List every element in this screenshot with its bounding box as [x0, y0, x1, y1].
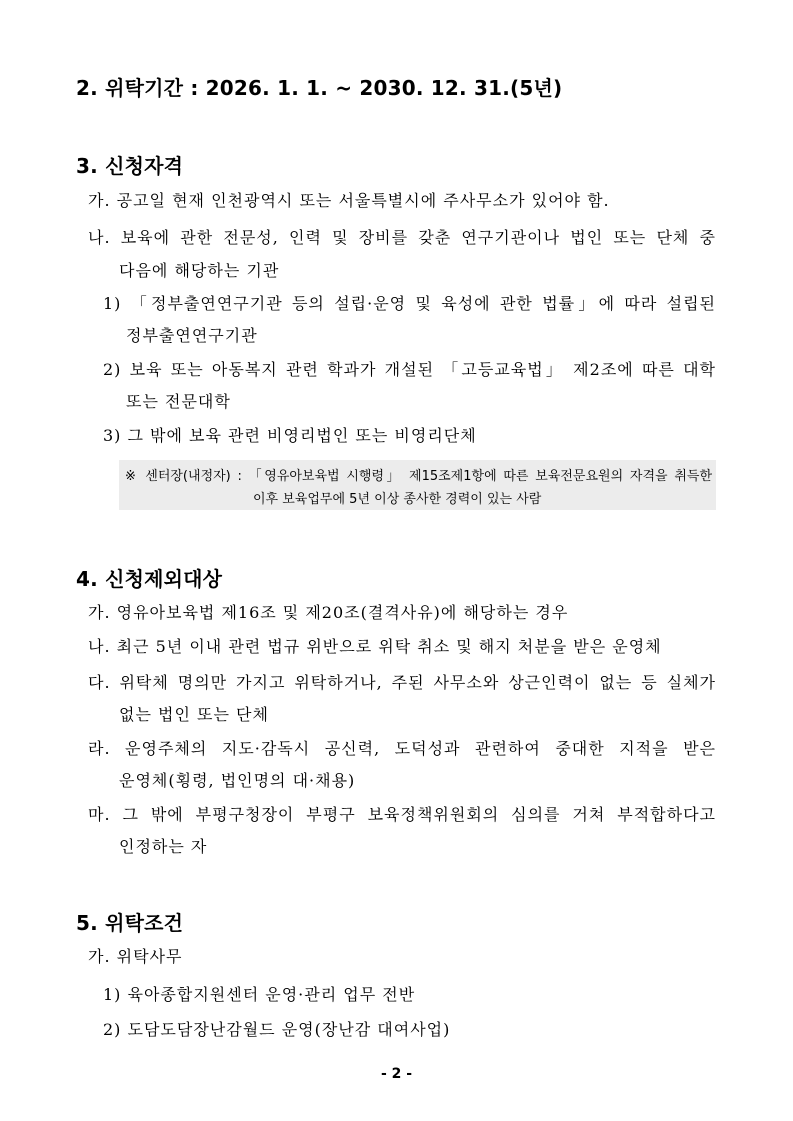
section-exclusion-heading: 4. 신청제외대상 — [76, 567, 223, 591]
conditions-sub2: 2) 도담도담장난감월드 운영(장난감 대여사업) — [103, 1020, 451, 1039]
center-director-note-box — [119, 460, 716, 510]
eligibility-sub3: 3) 그 밖에 보육 관련 비영리법인 또는 비영리단체 — [103, 426, 477, 445]
exclusion-item-ma-line1: 마. 그 밖에 부평구청장이 부평구 보육정책위원회의 심의를 거쳐 부적합하다고 — [88, 805, 716, 824]
conditions-item-ga: 가. 위탁사무 — [88, 947, 183, 966]
exclusion-item-ga: 가. 영유아보육법 제16조 및 제20조(결격사유)에 해당하는 경우 — [88, 603, 569, 622]
section-period-heading: 2. 위탁기간 : 2026. 1. 1. ~ 2030. 12. 31.(5년) — [76, 76, 563, 100]
conditions-sub1: 1) 육아종합지원센터 운영·관리 업무 전반 — [103, 985, 416, 1004]
eligibility-sub2-line2: 또는 전문대학 — [126, 392, 231, 411]
eligibility-item-ga: 가. 공고일 현재 인천광역시 또는 서울특별시에 주사무소가 있어야 함. — [88, 191, 610, 210]
exclusion-item-na: 나. 최근 5년 이내 관련 법규 위반으로 위탁 취소 및 해지 처분을 받은 운영체 — [88, 637, 662, 656]
eligibility-item-na-line1: 나. 보육에 관한 전문성, 인력 및 장비를 갖춘 연구기관이나 법인 또는 단체 중 — [88, 228, 716, 247]
section-conditions-heading: 5. 위탁조건 — [76, 911, 184, 935]
exclusion-item-ra-line2: 운영체(횡령, 법인명의 대·채용) — [119, 771, 356, 790]
section-eligibility-heading: 3. 신청자격 — [76, 154, 184, 178]
page-number: - 2 - — [380, 1066, 413, 1082]
exclusion-item-da-line1: 다. 위탁체 명의만 가지고 위탁하거나, 주된 사무소와 상근인력이 없는 등 실체가 — [88, 673, 716, 692]
eligibility-sub1-line2: 정부출연연구기관 — [126, 326, 258, 345]
note-line1: ※ 센터장(내정자) : 「영유아보육법 시행령」 제15조제1항에 따른 보육전문요원의 자격을 취득한 — [125, 469, 712, 484]
eligibility-sub2-line1: 2) 보육 또는 아동복지 관련 학과가 개설된 「고등교육법」 제2조에 따른 대학 — [103, 360, 716, 379]
eligibility-item-na-line2: 다음에 해당하는 기관 — [119, 261, 280, 280]
exclusion-item-ra-line1: 라. 운영주체의 지도·감독시 공신력, 도덕성과 관련하여 중대한 지적을 받은 — [88, 739, 716, 758]
exclusion-item-ma-line2: 인정하는 자 — [119, 837, 208, 856]
eligibility-sub1-line1: 1) 「정부출연연구기관 등의 설립·운영 및 육성에 관한 법률」에 따라 설립된 — [103, 294, 716, 313]
note-line2: 이후 보육업무에 5년 이상 종사한 경력이 있는 사람 — [253, 492, 542, 507]
exclusion-item-da-line2: 없는 법인 또는 단체 — [119, 705, 269, 724]
